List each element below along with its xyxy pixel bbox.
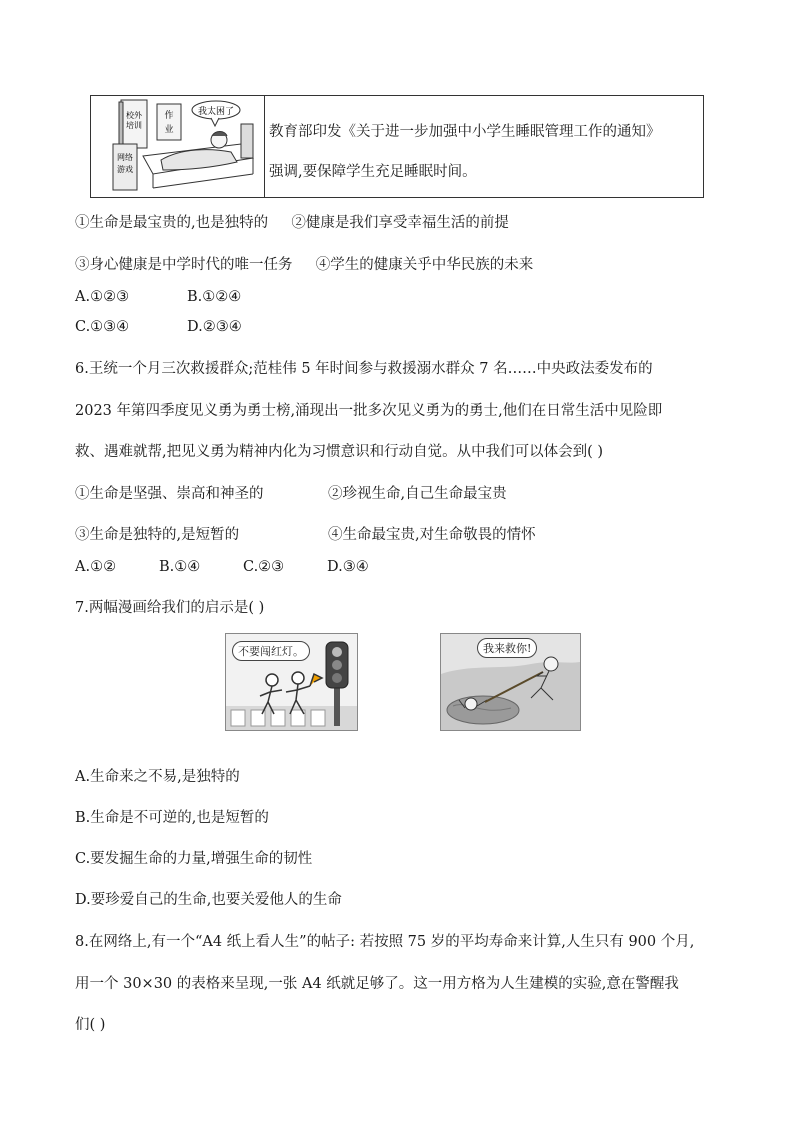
svg-text:作: 作 xyxy=(164,111,174,121)
q5-statements-3-4 xyxy=(75,253,533,274)
q5-option-c[interactable]: C.①③④ xyxy=(75,319,130,335)
q6-statement-1: ①生命是坚强、崇高和神圣的 xyxy=(75,486,264,502)
q6-stem-line-1: 6.王统一个月三次救援群众;范桂伟 5 年时间参与救援溺水群众 7 名……中央政法委发布的 xyxy=(75,361,653,377)
q7-option-d[interactable]: D.要珍爱自己的生命,也要关爱他人的生命 xyxy=(75,892,342,908)
cartoon-rescue xyxy=(440,633,581,731)
q6-option-c[interactable]: C.②③ xyxy=(243,559,285,575)
cartoon-red-light xyxy=(225,633,358,731)
q5-option-a[interactable]: A.①②③ xyxy=(75,289,130,305)
q6-option-b[interactable]: B.①④ xyxy=(159,559,201,575)
sleepy-student-illustration xyxy=(91,96,264,197)
material-box xyxy=(90,95,704,198)
q5-statement-1: ①生命是最宝贵的,也是独特的 xyxy=(75,215,269,231)
q6-stem-line-2: 2023 年第四季度见义勇为勇士榜,涌现出一批多次见义勇为的勇士,他们在日常生活中见险即 xyxy=(75,403,663,419)
q8-stem-line-1: 8.在网络上,有一个“A4 纸上看人生”的帖子: 若按照 75 岁的平均寿命来计算,人生只有 900 个月, xyxy=(75,934,695,950)
q5-option-d[interactable]: D.②③④ xyxy=(187,319,242,335)
q6-statement-3: ③生命是独特的,是短暂的 xyxy=(75,527,240,543)
svg-text:培训: 培训 xyxy=(126,121,142,130)
q6-statement-2: ②珍视生命,自己生命最宝贵 xyxy=(328,486,507,502)
q5-statement-4: ④学生的健康关乎中华民族的未来 xyxy=(315,257,534,273)
q7-option-a[interactable]: A.生命来之不易,是独特的 xyxy=(75,769,240,785)
rescue-bubble: 我来救你! xyxy=(477,638,537,658)
q6-statement-4: ④生命最宝贵,对生命敬畏的情怀 xyxy=(328,527,536,543)
q6-stem-line-3: 救、遇难就帮,把见义勇为精神内化为习惯意识和行动自觉。从中我们可以体会到( ) xyxy=(75,444,604,460)
q5-statement-2: ②健康是我们享受幸福生活的前提 xyxy=(291,215,509,231)
sleepy-bubble-text: 我太困了 xyxy=(197,107,235,117)
svg-text:网络: 网络 xyxy=(117,153,133,162)
q6-option-a[interactable]: A.①② xyxy=(75,559,117,575)
cell-divider xyxy=(264,96,265,197)
material-text-line-2: 强调,要保障学生充足睡眠时间。 xyxy=(269,164,477,180)
book-1-label: 校外 xyxy=(126,111,142,120)
red-light-bubble: 不要闯红灯。 xyxy=(232,641,310,661)
q7-option-b[interactable]: B.生命是不可逆的,也是短暂的 xyxy=(75,810,269,826)
q8-stem-line-3: 们( ) xyxy=(75,1017,106,1033)
material-text-line-1: 教育部印发《关于进一步加强中小学生睡眠管理工作的通知》 xyxy=(269,124,661,140)
q7-stem: 7.两幅漫画给我们的启示是( ) xyxy=(75,600,265,616)
q6-option-d[interactable]: D.③④ xyxy=(327,559,369,575)
q5-statement-3: ③身心健康是中学时代的唯一任务 xyxy=(75,257,293,273)
svg-text:业: 业 xyxy=(164,125,174,135)
q5-option-b[interactable]: B.①②④ xyxy=(187,289,242,305)
q5-statements-1-2 xyxy=(75,211,509,232)
svg-text:游戏: 游戏 xyxy=(117,165,133,174)
q7-option-c[interactable]: C.要发掘生命的力量,增强生命的韧性 xyxy=(75,851,313,867)
q8-stem-line-2: 用一个 30×30 的表格来呈现,一张 A4 纸就足够了。这一用方格为人生建模的实验,意在警醒我 xyxy=(75,976,679,992)
